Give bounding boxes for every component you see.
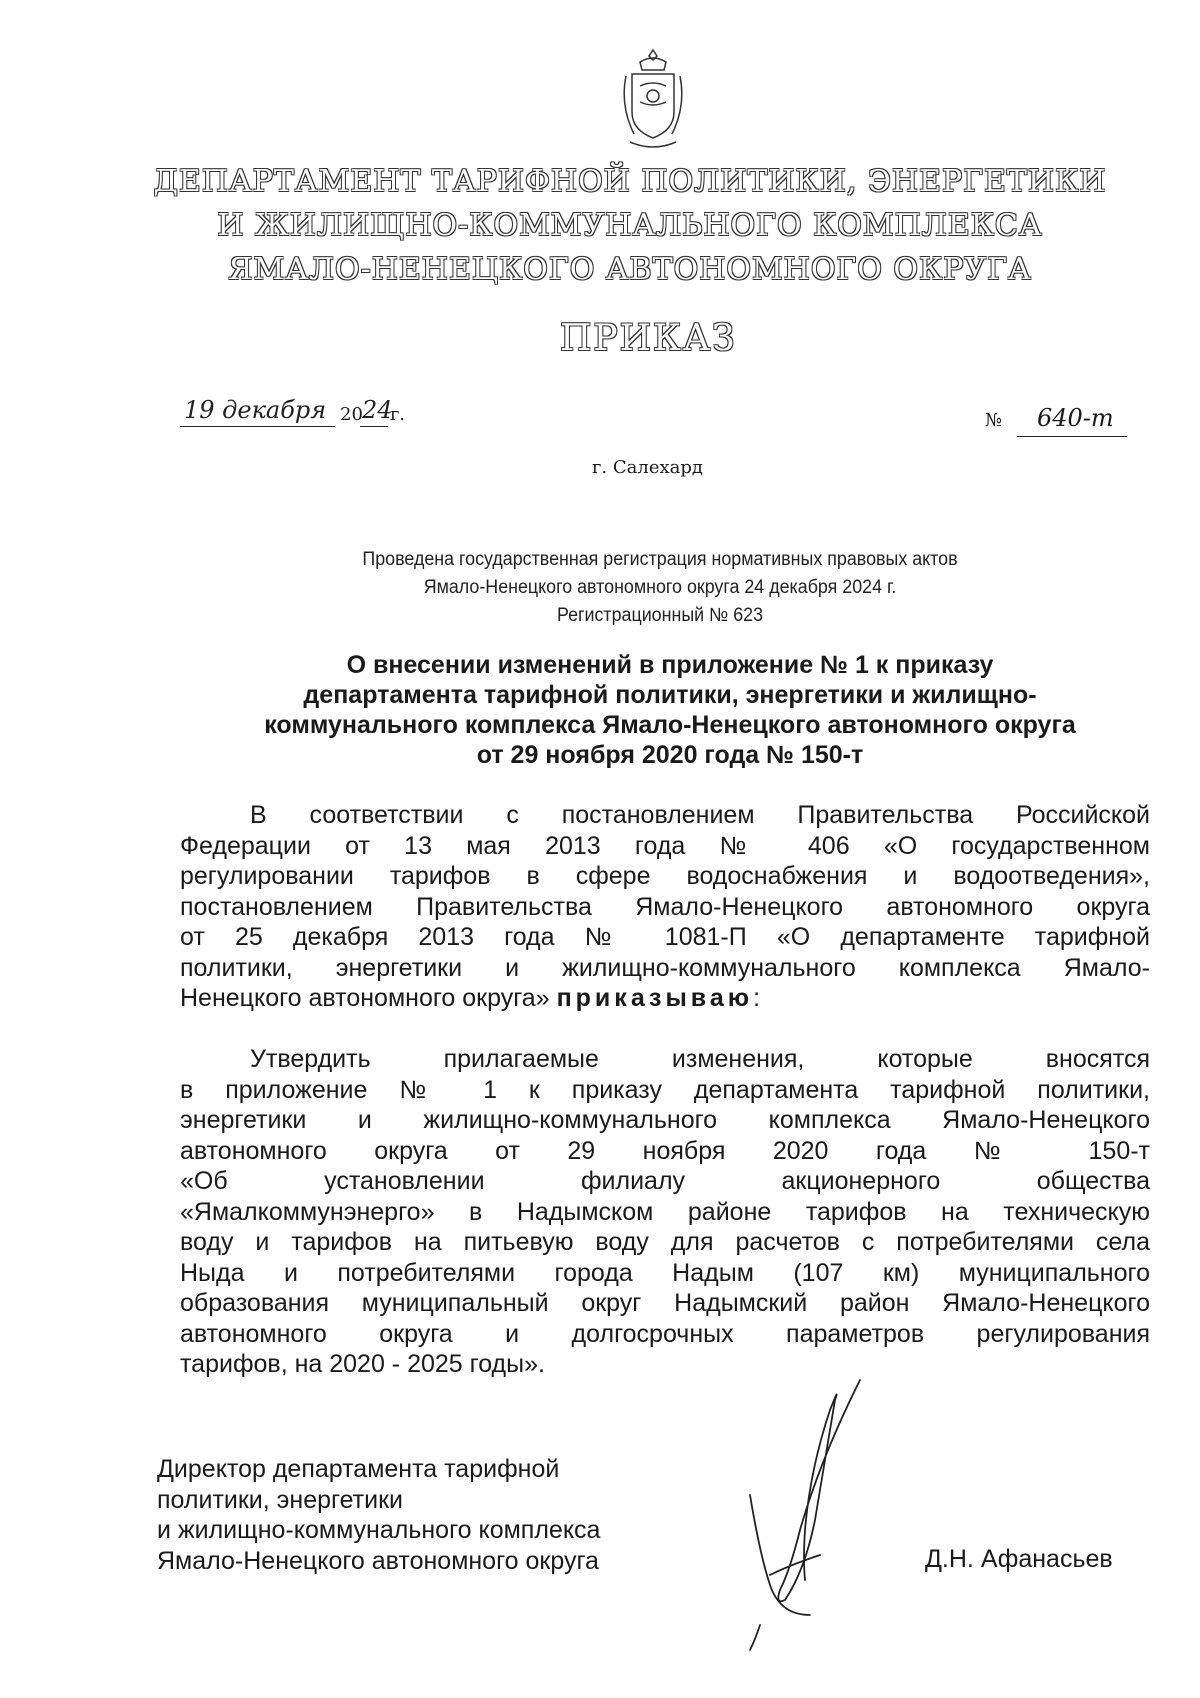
paragraph-line: Утвердить прилагаемые изменения, которые вносятся [250, 1045, 1150, 1073]
paragraph-line: «Ямалкоммунэнерго» в Надымском районе тарифов на техническую [180, 1197, 1150, 1226]
year-prefix: 20 [340, 404, 363, 425]
position-line: Ямало-Ненецкого автономного округа [157, 1546, 599, 1575]
registration-line: Регистрационный № 623 [556, 605, 764, 626]
registration-line: Ямало-Ненецкого автономного округа 24 декабря 2024 г. [423, 577, 897, 598]
title-line: департамента тарифной политики, энергетики и жилищно- [303, 681, 1037, 709]
paragraph-line: постановлением Правительства Ямало-Ненецкого автономного округа [180, 892, 1150, 921]
paragraph-line: образования муниципальный округ Надымский район Ямало-Ненецкого [180, 1289, 1150, 1317]
paragraph-line: тарифов, на 2020 - 2025 годы». [180, 1350, 545, 1378]
resolution-paragraph [180, 1044, 1150, 1380]
handwritten-signature [740, 1375, 940, 1655]
date-underline [180, 426, 335, 427]
title-line: О внесении изменений в приложение № 1 к приказу [346, 651, 994, 679]
document-title [200, 650, 1140, 770]
city: г. Салехард [592, 457, 703, 478]
paragraph-line: политики, энергетики и жилищно-коммунального комплекса Ямало- [180, 953, 1150, 982]
paragraph-line: Федерации от 13 мая 2013 года № 406 «О государственном [180, 831, 1150, 860]
paragraph-line: В соответствии с постановлением Правительства Российской [250, 801, 1150, 829]
paragraph-line: «Об установлении филиалу акционерного общества [180, 1167, 1150, 1195]
paragraph-line: в приложение № 1 к приказу департамента тарифной политики, [180, 1075, 1150, 1104]
number-underline [1017, 436, 1127, 437]
paragraph-line: от 25 декабря 2013 года № 1081-П «О департаменте тарифной [180, 923, 1150, 951]
order-number [985, 402, 1135, 442]
department-header [150, 160, 1110, 292]
handwritten-number: 640-т [1037, 404, 1114, 432]
position-line: Директор департамента тарифной [157, 1455, 560, 1483]
order-title: ПРИКАЗ [560, 318, 737, 359]
handwritten-date: 19 декабря [184, 396, 327, 424]
department-header-line: ЯМАЛО-НЕНЕЦКОГО АВТОНОМНОГО ОКРУГА [228, 252, 1032, 287]
year-suffix: г. [390, 404, 406, 425]
signatory-position [157, 1454, 600, 1576]
position-line: и жилищно-коммунального комплекса [157, 1516, 601, 1544]
paragraph-line: энергетики и жилищно-коммунального комплекса Ямало-Ненецкого [180, 1106, 1150, 1134]
paragraph-line: автономного округа от 29 ноября 2020 года № 150-т [180, 1136, 1150, 1165]
paragraph-line: Ныда и потребителями города Надым (107 км) муниципального [180, 1258, 1150, 1287]
colon: : [753, 984, 761, 1012]
registration-line: Проведена государственная регистрация нормативных правовых актов [362, 549, 958, 570]
department-header-line: ДЕПАРТАМЕНТ ТАРИФНОЙ ПОЛИТИКИ, ЭНЕРГЕТИКИ [153, 164, 1107, 199]
year-underline [360, 426, 388, 427]
registration-stamp [256, 546, 1064, 630]
preamble-paragraph [180, 800, 1150, 1014]
order-verb: приказываю [556, 984, 754, 1012]
title-line: от 29 ноября 2020 года № 150-т [476, 741, 864, 769]
paragraph-line [180, 983, 1150, 1014]
department-header-line: И ЖИЛИЩНО-КОММУНАЛЬНОГО КОМПЛЕКСА [217, 208, 1043, 243]
title-line: коммунального комплекса Ямало-Ненецкого автономного округа [264, 711, 1076, 739]
number-label: № [985, 410, 1003, 431]
handwritten-year: 24 [362, 396, 393, 424]
paragraph-line: регулировании тарифов в сфере водоснабжения и водоотведения», [180, 862, 1150, 890]
signatory-name: Д.Н. Афанасьев [925, 1545, 1113, 1573]
order-date [180, 396, 440, 436]
paragraph-line: автономного округа и долгосрочных параметров регулирования [180, 1319, 1150, 1348]
paragraph-line: воду и тарифов на питьевую воду для расчетов с потребителями села [180, 1228, 1150, 1256]
coat-of-arms-icon [618, 46, 688, 154]
position-line: политики, энергетики [157, 1485, 403, 1514]
paragraph-line-text: Ненецкого автономного округа» [180, 984, 550, 1012]
